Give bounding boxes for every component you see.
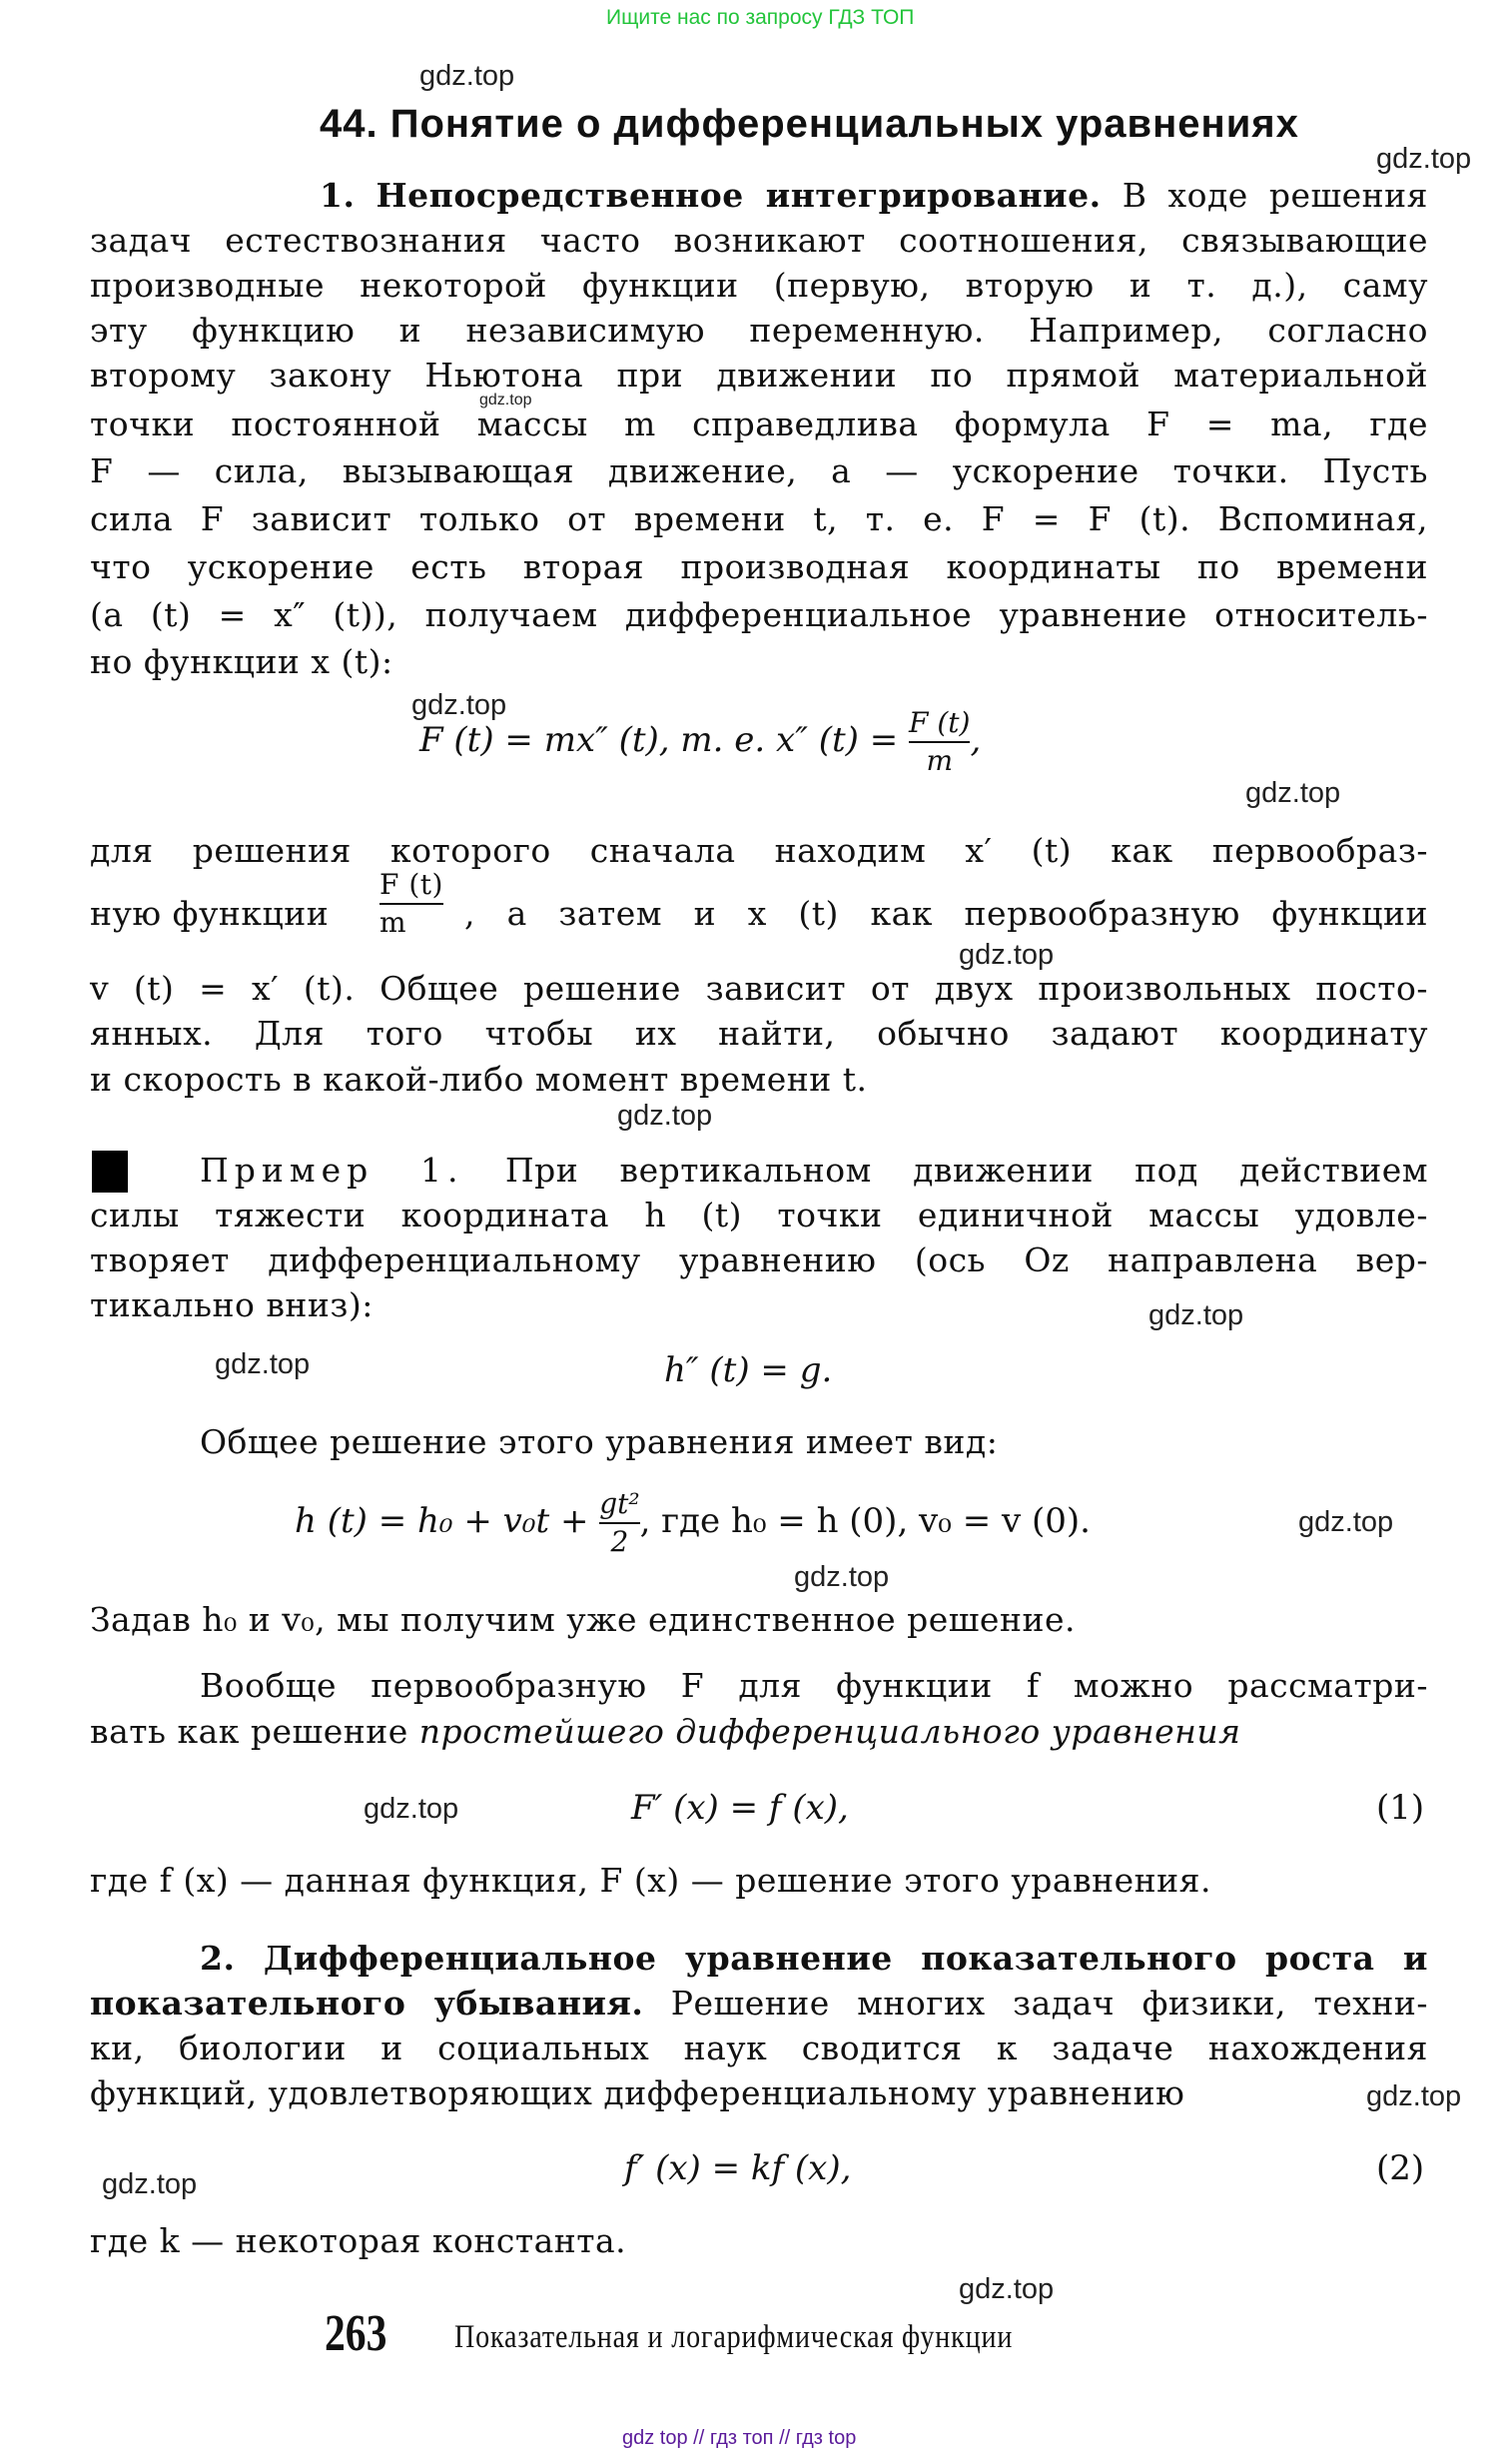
- paragraph-line: F — сила, вызывающая движение, a — ускорение точки. Пусть: [90, 451, 1428, 490]
- paragraph-line: но функции x (t):: [90, 642, 393, 681]
- paragraph-line: творяет дифференциальному уравнению (ось Oz направлена вер-: [90, 1240, 1428, 1279]
- watermark: gdz.top: [1245, 777, 1341, 809]
- paragraph-line: Задав h₀ и v₀, мы получим уже единственное решение.: [90, 1600, 1076, 1639]
- text: В ходе решения: [1122, 176, 1428, 215]
- paragraph-line: функций, удовлетворяющих дифференциальному уравнению: [90, 2073, 1185, 2112]
- paragraph-line: Вообще первообразную F для функции f можно рассматри-: [200, 1666, 1428, 1705]
- top-banner-link[interactable]: Ищите нас по запросу ГДЗ ТОП: [606, 6, 915, 29]
- formula-left: F (t) = mx″ (t), т. е. x″ (t) =: [419, 720, 909, 760]
- section2-heading: 2. Дифференциальное уравнение показательного роста и: [200, 1939, 1428, 1978]
- paragraph-line: точки постоянной массы m справедлива формула F = ma, где: [90, 405, 1428, 443]
- watermark: gdz.top: [419, 60, 515, 92]
- paragraph-line: для решения которого сначала находим x′ (t) как первообраз-: [90, 831, 1428, 870]
- equation-1: F′ (x) = f (x),: [631, 1788, 849, 1828]
- watermark: gdz.top: [959, 939, 1055, 971]
- bottom-links[interactable]: gdz top // гдз топ // гдз top: [622, 2427, 857, 2449]
- chapter-title: Показательная и логарифмическая функции: [454, 2319, 1014, 2355]
- paragraph-line: тикально вниз):: [90, 1285, 374, 1324]
- paragraph-line: вать как решение простейшего дифференциального уравнения: [90, 1712, 1241, 1751]
- paragraph-line: где k — некоторая константа.: [90, 2221, 627, 2260]
- paragraph-line: Общее решение этого уравнения имеет вид:: [200, 1422, 999, 1461]
- watermark: gdz.top: [479, 392, 532, 408]
- watermark: gdz.top: [959, 2273, 1055, 2305]
- section2-line: показательного убывания. Решение многих задач физики, техни-: [90, 1984, 1428, 2023]
- paragraph-line: задач естествознания часто возникают соотношения, связывающие: [90, 221, 1428, 260]
- example-label: Пример 1.: [200, 1151, 464, 1190]
- fraction: F (t) m: [379, 868, 443, 939]
- equation-h: h″ (t) = g.: [664, 1350, 833, 1390]
- equation-number: (1): [1376, 1788, 1425, 1828]
- equation-number: (2): [1376, 2148, 1425, 2188]
- watermark: gdz.top: [617, 1100, 713, 1132]
- watermark: gdz.top: [1298, 1506, 1394, 1538]
- equation-2: f′ (x) = kf (x),: [624, 2148, 852, 2188]
- section1-heading: Непосредственное интегрирование.: [376, 176, 1102, 215]
- paragraph-line: сила F зависит только от времени t, т. е. F = F (t). Вспоминая,: [90, 499, 1428, 538]
- paragraph-line: что ускорение есть вторая производная координаты по времени: [90, 547, 1428, 586]
- example-first-line: Пример 1. При вертикальном движении под действием: [200, 1151, 1428, 1190]
- watermark: gdz.top: [1148, 1299, 1244, 1331]
- watermark: gdz.top: [411, 689, 507, 721]
- paragraph-line: и скорость в какой-либо момент времени t.: [90, 1060, 868, 1099]
- watermark: gdz.top: [102, 2168, 198, 2200]
- paragraph-line: производные некоторой функции (первую, вторую и т. д.), саму: [90, 266, 1428, 305]
- page-number: 263: [325, 2305, 387, 2362]
- formula-newton: F (t) = mx″ (t), т. е. x″ (t) = $\frac{F (t)}{m}$ ,: [419, 706, 982, 777]
- watermark: gdz.top: [1376, 143, 1472, 175]
- formula-general-solution: h (t) = h₀ + v₀t + $\frac{\text{gt²}}{2}$ , где h₀ = h (0), v₀ = v (0).: [295, 1487, 1091, 1558]
- example-marker: [92, 1151, 128, 1193]
- fraction: $\frac{F (t)}{m}$: [909, 706, 971, 777]
- paragraph-line: янных. Для того чтобы их найти, обычно задают координату: [90, 1014, 1428, 1053]
- watermark: gdz.top: [215, 1348, 311, 1380]
- paragraph-line: v (t) = x′ (t). Общее решение зависит от двух произвольных посто-: [90, 969, 1428, 1008]
- paragraph-line: силы тяжести координата h (t) точки единичной массы удовле-: [90, 1196, 1428, 1234]
- paragraph-line: второму закону Ньютона при движении по прямой материальной: [90, 356, 1428, 395]
- section1-number: 1.: [320, 176, 356, 215]
- section1-first-line: [320, 176, 1428, 216]
- watermark: gdz.top: [364, 1793, 459, 1825]
- paragraph-line: ки, биологии и социальных наук сводится к задаче нахождения: [90, 2029, 1428, 2067]
- paragraph-line-with-fraction: ную функции F (t) m , а затем и x (t) как первообразную функции: [90, 868, 1428, 939]
- italic-term: простейшего дифференциального уравнения: [418, 1712, 1241, 1751]
- fraction: $\frac{\text{gt²}}{2}$: [599, 1487, 640, 1558]
- paragraph-line: эту функцию и независимую переменную. Например, согласно: [90, 311, 1428, 350]
- watermark: gdz.top: [1366, 2080, 1462, 2112]
- paragraph-line: где f (x) — данная функция, F (x) — решение этого уравнения.: [90, 1861, 1211, 1900]
- section-title: 44. Понятие о дифференциальных уравнениях: [320, 102, 1299, 146]
- watermark: gdz.top: [794, 1561, 890, 1593]
- paragraph-line: (a (t) = x″ (t)), получаем дифференциальное уравнение относитель-: [90, 595, 1428, 634]
